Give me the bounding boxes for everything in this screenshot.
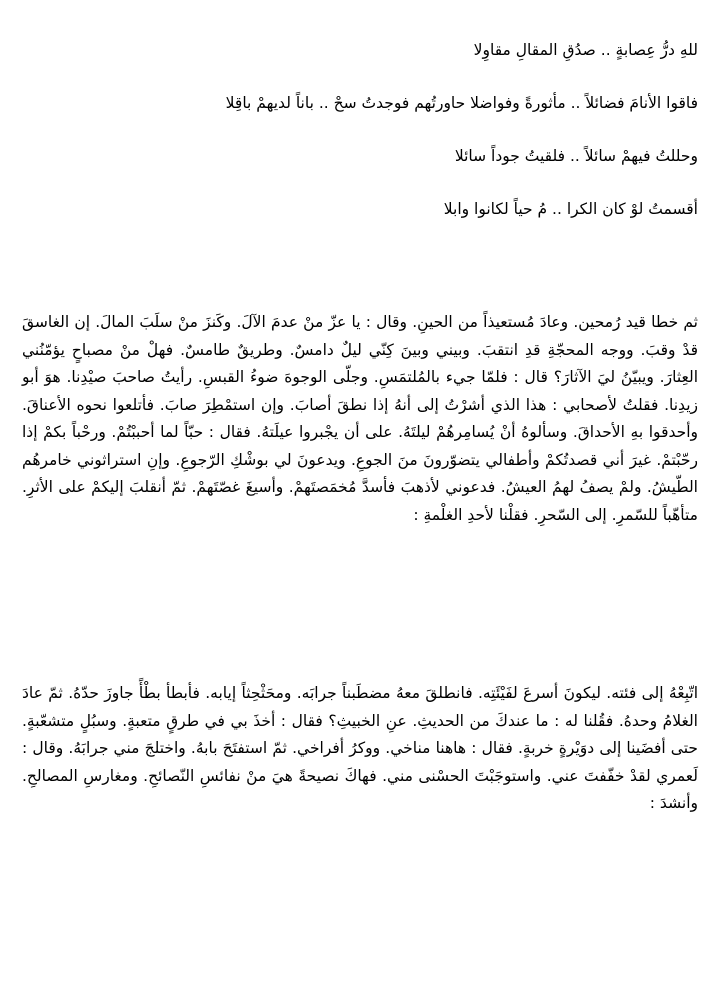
poem-verse-2: فاقوا الأنامَ فضائلاً .. مأثورةً وفواضلا حاورتُهم فوجدتُ سحْ .. باناً لديهمْ باقِلا (225, 94, 698, 112)
poem-verse-3: وحللتُ فيهمْ سائلاً .. فلقيتُ جوداً سائلا (454, 147, 698, 165)
poem-verse-1: للهِ درُّ عِصابةٍ .. صدُقِ المقالِ مقاوِلا (473, 41, 698, 59)
prose-paragraph-1 (22, 309, 698, 529)
paragraph-text: ثم خطا قيد رُمحين. وعادَ مُستعيذاً من الحينِ. وقال : يا عزّ منْ عدمَ الآلَ. وكَنزَ منْ سلَبَ المالَ. إن الغاسقَ قدْ وقبَ. ووجه المحجّةِ قدِ انتقبَ. وبيني وبينَ كِنّي ليلٌ دامسٌ. وطريقٌ طامسٌ. فهلْ منْ مصباحٍ يؤمّنُني العِثارَ. ويبيّنُ ليَ الآثارَ؟ قال : فلمّا جيء بالمُلتمَسِ. وجلّى الوجوهَ ضوءُ القبسِ. رأيتُ صاحبَ صيْدِنا. هوَ أبو زيدِنا. فقلتُ لأصحابي : هذا الذي أشرْتُ إلى أنهُ إذا نطقَ أصابَ. وإن استمْطِرَ صابَ. فأتلعوا نحوه الأعناقَ. وأحدقوا بهِ الأحداقَ. وسألوهُ أنْ يُسامِرهُمْ ليلتَهُ. على أن يجْبروا عيلَتهُ. فقال : حبّاً لما أحببْتُمْ. ورحْباً بكمْ إذا رحّبْتمْ. غيرَ أني قصدتُكمْ وأطفالي يتضوّرونَ منَ الجوعِ. ويدعونَ لي بوشْكِ الرّجوعِ. وإنِ استراثوني خامرهُم الطّيشُ. ولمْ يصفُ لهمُ العيشُ. فدعوني لأذهبَ فأسدَّ مُخمَصتَهمْ. وأسيغَ غصّتَهمْ. ثمّ أنقلبَ إليكمْ على الأثرِ. متأهّباً للسّمرِ. إلى السّحرِ. فقلْنا لأحدِ الغلْمةِ : (22, 313, 698, 524)
poem-block (22, 40, 698, 252)
paragraph-text: اتّبِعْهُ إلى فئته. ليكونَ أسرعَ لفَيْئَتِه. فانطلقَ معهُ مضطَبناً جرابَه. ومحَثْحِثاً إيابه. فأبطأ بطْأً جاوزَ حدّهُ. ثمّ عادَ الغلامُ وحدهُ. فقُلنا له : ما عندكَ من الحديثِ. عنِ الخبيثِ؟ فقال : أخذَ بي في طرقٍ متعبةٍ. وسبُلٍ متشعّبةٍ. حتى أفضَينا إلى دوَيْرةٍ خربةٍ. فقال : هاهنا مناخي. ووكرُ أفراخي. ثمّ استفتَحَ بابهُ. واختلجَ مني جرابَهُ. وقال : لَعمري لقدْ خفّفتَ عني. واستوجَبْتَ الحسْنى مني. فهاكَ نصيحةً هيَ منْ نفائسِ النّصائحِ. ومغارسِ المصالحِ. وأنشدَ : (22, 684, 698, 812)
prose-paragraph-2 (22, 680, 698, 818)
poem-verse-4: أقسمتُ لوْ كان الكرا .. مُ حياً لكانوا وابلا (443, 200, 698, 218)
